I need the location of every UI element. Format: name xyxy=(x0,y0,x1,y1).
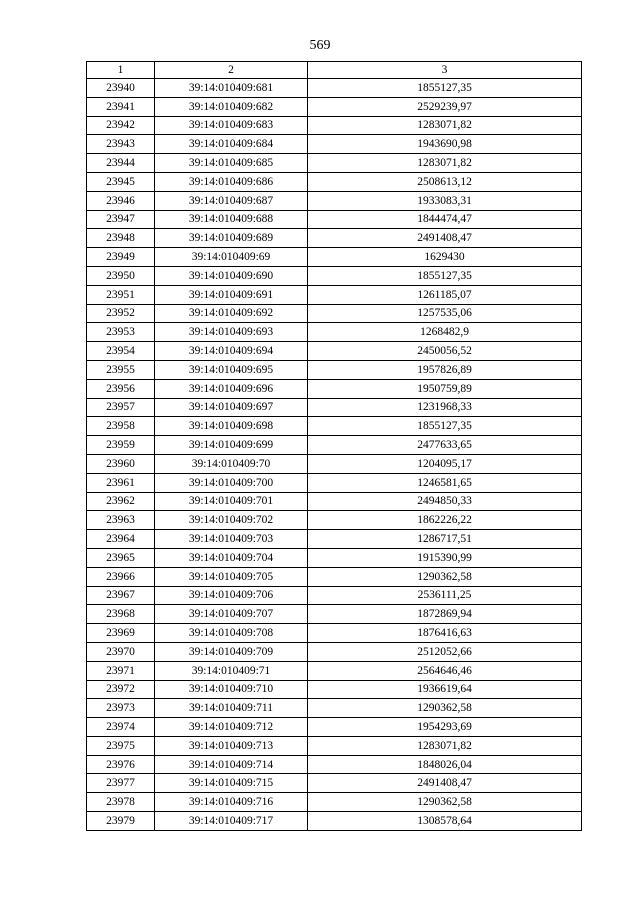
cell-row-number: 23979 xyxy=(87,812,155,831)
cell-cadastral-id: 39:14:010409:704 xyxy=(155,548,308,567)
cell-row-number: 23951 xyxy=(87,285,155,304)
cell-value: 1257535,06 xyxy=(308,304,582,323)
cell-cadastral-id: 39:14:010409:715 xyxy=(155,774,308,793)
cell-row-number: 23969 xyxy=(87,624,155,643)
cell-cadastral-id: 39:14:010409:701 xyxy=(155,492,308,511)
cell-row-number: 23966 xyxy=(87,567,155,586)
table-row xyxy=(87,530,582,549)
cell-row-number: 23976 xyxy=(87,755,155,774)
cell-row-number: 23947 xyxy=(87,210,155,229)
cell-value: 1261185,07 xyxy=(308,285,582,304)
table-row xyxy=(87,473,582,492)
table-header xyxy=(87,62,582,79)
cell-cadastral-id: 39:14:010409:699 xyxy=(155,436,308,455)
cell-value: 1855127,35 xyxy=(308,417,582,436)
cell-cadastral-id: 39:14:010409:696 xyxy=(155,379,308,398)
cell-value: 1915390,99 xyxy=(308,548,582,567)
cell-row-number: 23949 xyxy=(87,248,155,267)
cell-cadastral-id: 39:14:010409:703 xyxy=(155,530,308,549)
cell-row-number: 23965 xyxy=(87,548,155,567)
cell-cadastral-id: 39:14:010409:716 xyxy=(155,793,308,812)
cell-row-number: 23943 xyxy=(87,135,155,154)
cell-value: 1848026,04 xyxy=(308,755,582,774)
table-row xyxy=(87,191,582,210)
cell-value: 1290362,58 xyxy=(308,567,582,586)
cell-value: 1855127,35 xyxy=(308,79,582,98)
cell-row-number: 23954 xyxy=(87,342,155,361)
table-row xyxy=(87,699,582,718)
cell-row-number: 23977 xyxy=(87,774,155,793)
cell-row-number: 23945 xyxy=(87,172,155,191)
cell-row-number: 23956 xyxy=(87,379,155,398)
cell-value: 2491408,47 xyxy=(308,229,582,248)
table-row xyxy=(87,774,582,793)
header-row xyxy=(87,62,582,79)
cell-cadastral-id: 39:14:010409:712 xyxy=(155,718,308,737)
cell-row-number: 23970 xyxy=(87,642,155,661)
cell-row-number: 23975 xyxy=(87,736,155,755)
cell-row-number: 23961 xyxy=(87,473,155,492)
table-row xyxy=(87,511,582,530)
table-row xyxy=(87,417,582,436)
cell-value: 1954293,69 xyxy=(308,718,582,737)
table-body xyxy=(87,79,582,831)
cell-row-number: 23948 xyxy=(87,229,155,248)
cell-row-number: 23962 xyxy=(87,492,155,511)
cell-cadastral-id: 39:14:010409:702 xyxy=(155,511,308,530)
cell-cadastral-id: 39:14:010409:695 xyxy=(155,360,308,379)
cell-cadastral-id: 39:14:010409:694 xyxy=(155,342,308,361)
table-row xyxy=(87,304,582,323)
cell-cadastral-id: 39:14:010409:687 xyxy=(155,191,308,210)
table-row xyxy=(87,229,582,248)
column-header-number: 1 xyxy=(87,62,155,79)
table-row xyxy=(87,755,582,774)
table-row xyxy=(87,680,582,699)
cell-cadastral-id: 39:14:010409:710 xyxy=(155,680,308,699)
cell-cadastral-id: 39:14:010409:685 xyxy=(155,154,308,173)
cell-value: 1943690,98 xyxy=(308,135,582,154)
table-row xyxy=(87,266,582,285)
cell-cadastral-id: 39:14:010409:70 xyxy=(155,454,308,473)
cell-row-number: 23955 xyxy=(87,360,155,379)
cell-value: 1290362,58 xyxy=(308,793,582,812)
cadastral-table xyxy=(86,61,582,831)
cell-cadastral-id: 39:14:010409:706 xyxy=(155,586,308,605)
cell-value: 1204095,17 xyxy=(308,454,582,473)
cell-row-number: 23942 xyxy=(87,116,155,135)
cell-cadastral-id: 39:14:010409:709 xyxy=(155,642,308,661)
cell-row-number: 23963 xyxy=(87,511,155,530)
cell-row-number: 23958 xyxy=(87,417,155,436)
cell-value: 2564646,46 xyxy=(308,661,582,680)
cell-value: 1872869,94 xyxy=(308,605,582,624)
cell-row-number: 23960 xyxy=(87,454,155,473)
cell-value: 1629430 xyxy=(308,248,582,267)
cell-row-number: 23973 xyxy=(87,699,155,718)
table-row xyxy=(87,605,582,624)
cell-row-number: 23968 xyxy=(87,605,155,624)
cell-cadastral-id: 39:14:010409:714 xyxy=(155,755,308,774)
table-row xyxy=(87,135,582,154)
table-row xyxy=(87,586,582,605)
table-row xyxy=(87,548,582,567)
cell-row-number: 23953 xyxy=(87,323,155,342)
cell-value: 2450056,52 xyxy=(308,342,582,361)
cell-row-number: 23978 xyxy=(87,793,155,812)
cell-cadastral-id: 39:14:010409:683 xyxy=(155,116,308,135)
cell-cadastral-id: 39:14:010409:711 xyxy=(155,699,308,718)
cell-cadastral-id: 39:14:010409:688 xyxy=(155,210,308,229)
cell-row-number: 23952 xyxy=(87,304,155,323)
cell-cadastral-id: 39:14:010409:692 xyxy=(155,304,308,323)
column-header-value: 3 xyxy=(308,62,582,79)
table-row xyxy=(87,624,582,643)
cell-cadastral-id: 39:14:010409:684 xyxy=(155,135,308,154)
cell-value: 2494850,33 xyxy=(308,492,582,511)
table-row xyxy=(87,718,582,737)
table-row xyxy=(87,793,582,812)
cell-value: 1936619,64 xyxy=(308,680,582,699)
cell-cadastral-id: 39:14:010409:717 xyxy=(155,812,308,831)
table-row xyxy=(87,492,582,511)
cell-row-number: 23940 xyxy=(87,79,155,98)
cell-cadastral-id: 39:14:010409:71 xyxy=(155,661,308,680)
table-row xyxy=(87,154,582,173)
cell-value: 1283071,82 xyxy=(308,116,582,135)
cell-value: 1268482,9 xyxy=(308,323,582,342)
cell-cadastral-id: 39:14:010409:700 xyxy=(155,473,308,492)
cell-row-number: 23941 xyxy=(87,97,155,116)
table-row xyxy=(87,398,582,417)
cell-value: 1844474,47 xyxy=(308,210,582,229)
table-row xyxy=(87,436,582,455)
cell-row-number: 23946 xyxy=(87,191,155,210)
cell-row-number: 23950 xyxy=(87,266,155,285)
cell-cadastral-id: 39:14:010409:690 xyxy=(155,266,308,285)
cell-row-number: 23971 xyxy=(87,661,155,680)
table-row xyxy=(87,812,582,831)
cell-cadastral-id: 39:14:010409:697 xyxy=(155,398,308,417)
table-row xyxy=(87,79,582,98)
cell-cadastral-id: 39:14:010409:705 xyxy=(155,567,308,586)
cell-value: 2477633,65 xyxy=(308,436,582,455)
table-row xyxy=(87,454,582,473)
cell-value: 2529239,97 xyxy=(308,97,582,116)
table-row xyxy=(87,342,582,361)
table-row xyxy=(87,567,582,586)
cell-value: 1876416,63 xyxy=(308,624,582,643)
table-row xyxy=(87,379,582,398)
table-row xyxy=(87,172,582,191)
column-header-cadastral-id: 2 xyxy=(155,62,308,79)
table-row xyxy=(87,285,582,304)
cell-value: 1286717,51 xyxy=(308,530,582,549)
table-row xyxy=(87,248,582,267)
cell-value: 1283071,82 xyxy=(308,736,582,755)
cell-cadastral-id: 39:14:010409:708 xyxy=(155,624,308,643)
cell-value: 1290362,58 xyxy=(308,699,582,718)
cell-row-number: 23974 xyxy=(87,718,155,737)
cell-value: 1933083,31 xyxy=(308,191,582,210)
cell-value: 1308578,64 xyxy=(308,812,582,831)
page-number: 569 xyxy=(309,38,331,53)
table-row xyxy=(87,642,582,661)
cell-value: 2536111,25 xyxy=(308,586,582,605)
cell-cadastral-id: 39:14:010409:689 xyxy=(155,229,308,248)
table-row xyxy=(87,360,582,379)
table-row xyxy=(87,97,582,116)
cell-row-number: 23944 xyxy=(87,154,155,173)
cell-cadastral-id: 39:14:010409:707 xyxy=(155,605,308,624)
cell-cadastral-id: 39:14:010409:713 xyxy=(155,736,308,755)
table-row xyxy=(87,736,582,755)
cell-row-number: 23964 xyxy=(87,530,155,549)
cell-value: 1246581,65 xyxy=(308,473,582,492)
cell-value: 1957826,89 xyxy=(308,360,582,379)
cell-value: 2491408,47 xyxy=(308,774,582,793)
table-row xyxy=(87,210,582,229)
cell-row-number: 23967 xyxy=(87,586,155,605)
cell-cadastral-id: 39:14:010409:69 xyxy=(155,248,308,267)
cell-value: 2512052,66 xyxy=(308,642,582,661)
cell-value: 2508613,12 xyxy=(308,172,582,191)
cell-cadastral-id: 39:14:010409:686 xyxy=(155,172,308,191)
cell-cadastral-id: 39:14:010409:682 xyxy=(155,97,308,116)
cell-value: 1231968,33 xyxy=(308,398,582,417)
cell-cadastral-id: 39:14:010409:691 xyxy=(155,285,308,304)
cell-cadastral-id: 39:14:010409:681 xyxy=(155,79,308,98)
cell-value: 1283071,82 xyxy=(308,154,582,173)
cell-value: 1855127,35 xyxy=(308,266,582,285)
cell-row-number: 23959 xyxy=(87,436,155,455)
table-row xyxy=(87,116,582,135)
table-row xyxy=(87,323,582,342)
cell-cadastral-id: 39:14:010409:693 xyxy=(155,323,308,342)
table-row xyxy=(87,661,582,680)
cell-row-number: 23957 xyxy=(87,398,155,417)
cell-cadastral-id: 39:14:010409:698 xyxy=(155,417,308,436)
cell-value: 1862226,22 xyxy=(308,511,582,530)
cell-value: 1950759,89 xyxy=(308,379,582,398)
cell-row-number: 23972 xyxy=(87,680,155,699)
